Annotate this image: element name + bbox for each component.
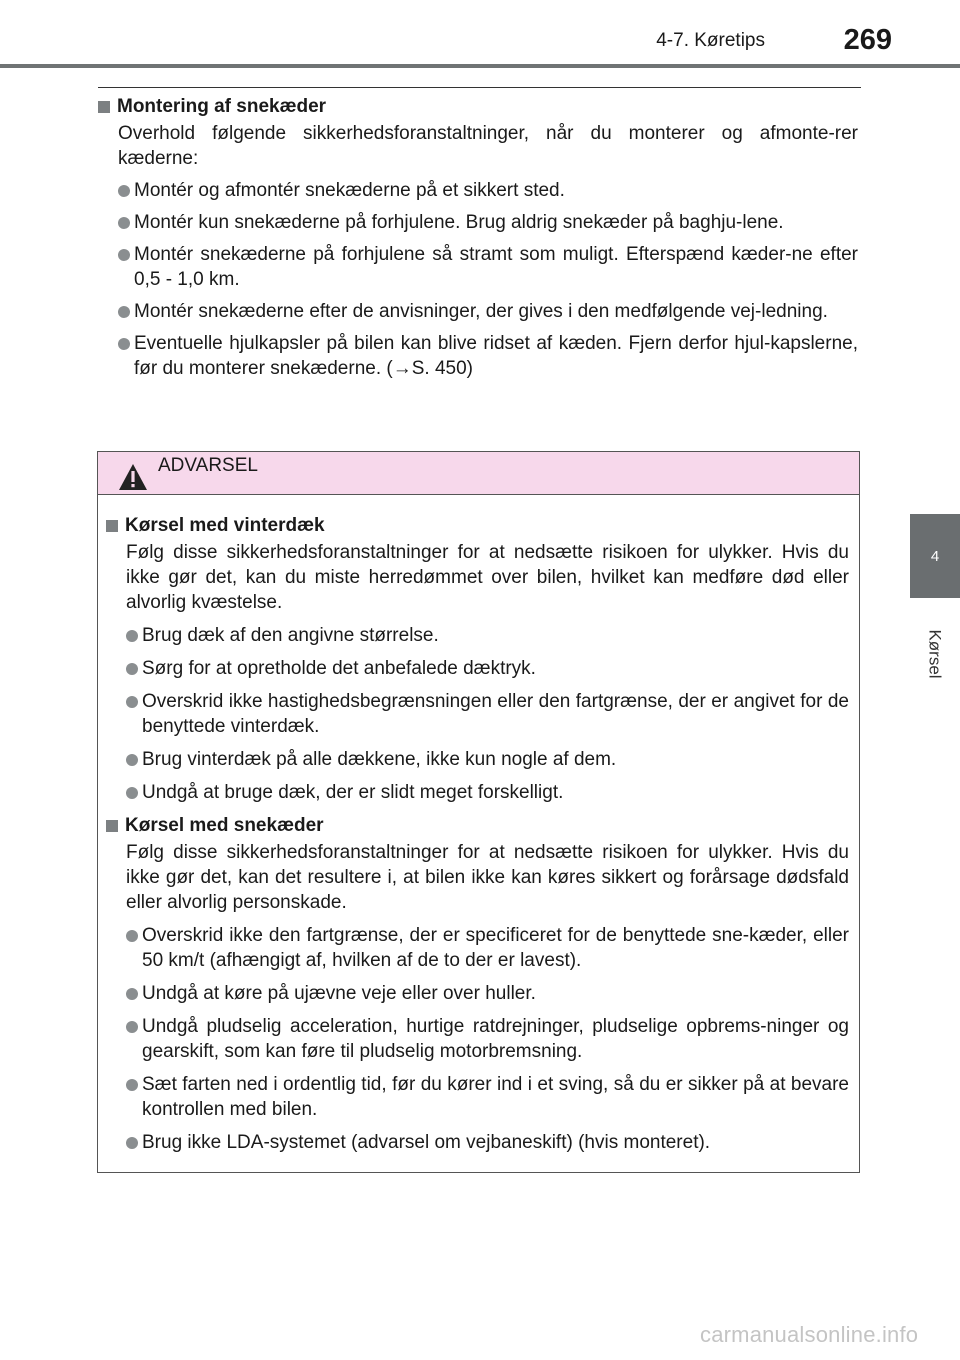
warning-section-heading <box>106 813 849 838</box>
circle-bullet-icon <box>126 663 138 675</box>
section-heading <box>98 94 858 119</box>
list-item-text: Brug vinterdæk på alle dækkene, ikke kun nogle af dem. <box>142 749 617 770</box>
circle-bullet-icon <box>118 338 130 350</box>
list-item <box>126 981 849 1006</box>
circle-bullet-icon <box>118 306 130 318</box>
list-item <box>126 780 849 805</box>
watermark: carmanualsonline.info <box>700 1322 919 1347</box>
circle-bullet-icon <box>118 249 130 261</box>
circle-bullet-icon <box>126 930 138 942</box>
list-item-text: Undgå pludselig acceleration, hurtige ratdrejninger, pludselige opbrems-ninger og gearskift, som kan føre til pludselig motorbremsning. <box>142 1016 849 1062</box>
list-item <box>126 1072 849 1122</box>
warning-section-heading-text: Kørsel med vinterdæk <box>125 515 325 536</box>
list-item-text: Montér snekæderne efter de anvisninger, der gives i den medfølgende vej-ledning. <box>134 301 828 322</box>
list-item <box>126 656 849 681</box>
list-item-text: Undgå at bruge dæk, der er slidt meget forskelligt. <box>142 782 564 803</box>
list-item <box>118 331 858 381</box>
circle-bullet-icon <box>126 1137 138 1149</box>
circle-bullet-icon <box>126 787 138 799</box>
chapter-tab-number: 4 <box>930 547 940 565</box>
chapter-label <box>910 606 960 702</box>
warning-section-heading <box>106 513 849 538</box>
list-item <box>126 1014 849 1064</box>
circle-bullet-icon <box>126 754 138 766</box>
list-item-text: Overskrid ikke hastighedsbegrænsningen eller den fartgrænse, der er angivet for de benyttede vinterdæk. <box>142 691 849 737</box>
list-item <box>118 299 858 324</box>
warning-header <box>98 452 859 495</box>
square-bullet-icon <box>106 820 118 832</box>
list-item <box>126 623 849 648</box>
square-bullet-icon <box>106 520 118 532</box>
circle-bullet-icon <box>118 185 130 197</box>
circle-bullet-icon <box>126 1079 138 1091</box>
top-divider <box>98 87 861 88</box>
list-item-text: Overskrid ikke den fartgrænse, der er specificeret for de benyttede sne-kæder, eller 50 km/t (afhængigt af, hvilken af de to der er lavest). <box>142 925 849 971</box>
list-item <box>126 747 849 772</box>
list-item <box>118 210 858 235</box>
chapter-tab <box>910 514 960 598</box>
circle-bullet-icon <box>126 630 138 642</box>
warning-triangle-icon <box>118 463 148 491</box>
warning-section-heading-text: Kørsel med snekæder <box>125 815 324 836</box>
warning-section-intro: Følg disse sikkerhedsforanstaltninger for at nedsætte risikoen for ulykker. Hvis du ikke gør det, kan du miste herredømmet over bilen, hvilket kan medføre død eller alvorlig kvæstelse. <box>126 542 849 613</box>
list-item-text: Eventuelle hjulkapsler på bilen kan blive ridset af kæden. Fjern derfor hjul-kapslerne, før du monterer snekæderne. (→S. 450) <box>134 333 858 379</box>
warning-title: ADVARSEL <box>158 455 258 476</box>
list-item-text: Montér kun snekæderne på forhjulene. Brug aldrig snekæder på baghju-lene. <box>134 212 784 233</box>
list-item-text: Montér snekæderne på forhjulene så stramt som muligt. Efterspænd kæder-ne efter 0,5 - 1,0 km. <box>134 244 858 290</box>
warning-body <box>98 495 859 1155</box>
header-section-title: 4-7. Køretips <box>656 30 765 51</box>
page-number: 269 <box>843 24 892 56</box>
top-section <box>98 94 858 381</box>
list-item <box>126 1130 849 1155</box>
warning-section-intro: Følg disse sikkerhedsforanstaltninger for at nedsætte risikoen for ulykker. Hvis du ikke gør det, kan det resultere i, at bilen ikke kan køres sikkert og forårsage dødsfald eller alvorlig personskade. <box>126 842 849 913</box>
circle-bullet-icon <box>126 988 138 1000</box>
list-item <box>126 923 849 973</box>
list-item-text: Montér og afmontér snekæderne på et sikkert sted. <box>134 180 565 201</box>
header-rule <box>0 64 960 68</box>
list-item <box>118 242 858 292</box>
list-item-text: Sørg for at opretholde det anbefalede dæktryk. <box>142 658 536 679</box>
circle-bullet-icon <box>126 1021 138 1033</box>
circle-bullet-icon <box>118 217 130 229</box>
section-heading-text: Montering af snekæder <box>117 96 327 117</box>
list-item <box>126 689 849 739</box>
list-item-text: Brug dæk af den angivne størrelse. <box>142 625 439 646</box>
list-item-text: Brug ikke LDA-systemet (advarsel om vejbaneskift) (hvis monteret). <box>142 1132 711 1153</box>
list-item-text: Undgå at køre på ujævne veje eller over huller. <box>142 983 536 1004</box>
list-item-text: Sæt farten ned i ordentlig tid, før du kører ind i et sving, så du er sikker på at bevare kontrollen med bilen. <box>142 1074 849 1120</box>
list-item <box>118 178 858 203</box>
circle-bullet-icon <box>126 696 138 708</box>
square-bullet-icon <box>98 101 110 113</box>
warning-box <box>97 451 860 1173</box>
section-intro: Overhold følgende sikkerhedsforanstaltninger, når du monterer og afmonte-rer kæderne: <box>118 123 858 169</box>
chapter-label-text: Kørsel <box>926 629 945 679</box>
